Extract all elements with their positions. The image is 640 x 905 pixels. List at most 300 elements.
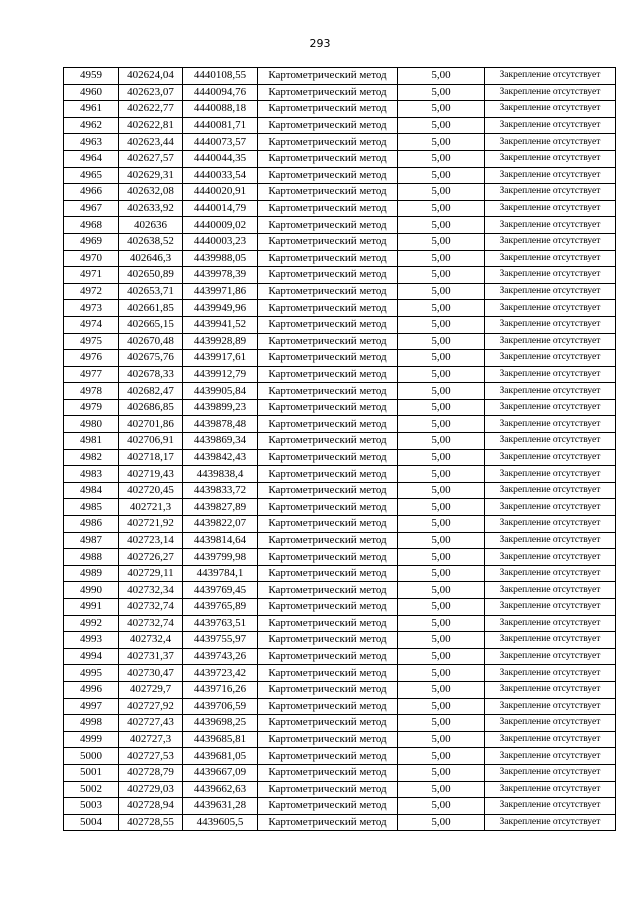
method-cell: Картометрический метод bbox=[258, 599, 398, 616]
method-cell: Картометрический метод bbox=[258, 698, 398, 715]
table-row bbox=[64, 599, 616, 616]
x-coordinate-cell: 402727,53 bbox=[119, 748, 183, 765]
accuracy-cell: 5,00 bbox=[398, 167, 485, 184]
method-cell: Картометрический метод bbox=[258, 267, 398, 284]
x-coordinate-cell: 402732,34 bbox=[119, 582, 183, 599]
x-coordinate-cell: 402729,11 bbox=[119, 565, 183, 582]
point-number-cell: 4997 bbox=[64, 698, 119, 715]
x-coordinate-cell: 402678,33 bbox=[119, 366, 183, 383]
y-coordinate-cell: 4439878,48 bbox=[183, 416, 258, 433]
fixation-status-cell: Закрепление отсутствует bbox=[485, 731, 616, 748]
method-cell: Картометрический метод bbox=[258, 68, 398, 85]
point-number-cell: 4985 bbox=[64, 499, 119, 516]
method-cell: Картометрический метод bbox=[258, 532, 398, 549]
accuracy-cell: 5,00 bbox=[398, 466, 485, 483]
table-row bbox=[64, 582, 616, 599]
method-cell: Картометрический метод bbox=[258, 316, 398, 333]
x-coordinate-cell: 402728,55 bbox=[119, 814, 183, 831]
table-row bbox=[64, 366, 616, 383]
fixation-status-cell: Закрепление отсутствует bbox=[485, 698, 616, 715]
table-row bbox=[64, 681, 616, 698]
y-coordinate-cell: 4439784,1 bbox=[183, 565, 258, 582]
table-row bbox=[64, 764, 616, 781]
x-coordinate-cell: 402633,92 bbox=[119, 200, 183, 217]
method-cell: Картометрический метод bbox=[258, 150, 398, 167]
x-coordinate-cell: 402623,44 bbox=[119, 134, 183, 151]
point-number-cell: 4981 bbox=[64, 433, 119, 450]
accuracy-cell: 5,00 bbox=[398, 764, 485, 781]
fixation-status-cell: Закрепление отсутствует bbox=[485, 449, 616, 466]
accuracy-cell: 5,00 bbox=[398, 283, 485, 300]
table-row bbox=[64, 117, 616, 134]
accuracy-cell: 5,00 bbox=[398, 316, 485, 333]
y-coordinate-cell: 4439971,86 bbox=[183, 283, 258, 300]
table-row bbox=[64, 283, 616, 300]
point-number-cell: 5001 bbox=[64, 764, 119, 781]
accuracy-cell: 5,00 bbox=[398, 267, 485, 284]
method-cell: Картометрический метод bbox=[258, 134, 398, 151]
x-coordinate-cell: 402729,03 bbox=[119, 781, 183, 798]
accuracy-cell: 5,00 bbox=[398, 648, 485, 665]
accuracy-cell: 5,00 bbox=[398, 449, 485, 466]
fixation-status-cell: Закрепление отсутствует bbox=[485, 68, 616, 85]
fixation-status-cell: Закрепление отсутствует bbox=[485, 632, 616, 649]
fixation-status-cell: Закрепление отсутствует bbox=[485, 300, 616, 317]
table-row bbox=[64, 167, 616, 184]
accuracy-cell: 5,00 bbox=[398, 68, 485, 85]
x-coordinate-cell: 402732,4 bbox=[119, 632, 183, 649]
accuracy-cell: 5,00 bbox=[398, 333, 485, 350]
table-row bbox=[64, 798, 616, 815]
y-coordinate-cell: 4440108,55 bbox=[183, 68, 258, 85]
x-coordinate-cell: 402675,76 bbox=[119, 350, 183, 367]
accuracy-cell: 5,00 bbox=[398, 715, 485, 732]
method-cell: Картометрический метод bbox=[258, 200, 398, 217]
y-coordinate-cell: 4439763,51 bbox=[183, 615, 258, 632]
table-row bbox=[64, 648, 616, 665]
point-number-cell: 4992 bbox=[64, 615, 119, 632]
point-number-cell: 4986 bbox=[64, 516, 119, 533]
method-cell: Картометрический метод bbox=[258, 449, 398, 466]
method-cell: Картометрический метод bbox=[258, 167, 398, 184]
point-number-cell: 4991 bbox=[64, 599, 119, 616]
fixation-status-cell: Закрепление отсутствует bbox=[485, 516, 616, 533]
table-row bbox=[64, 217, 616, 234]
x-coordinate-cell: 402622,77 bbox=[119, 101, 183, 118]
table-row bbox=[64, 233, 616, 250]
point-number-cell: 4964 bbox=[64, 150, 119, 167]
table-row bbox=[64, 516, 616, 533]
table-row bbox=[64, 84, 616, 101]
method-cell: Картометрический метод bbox=[258, 250, 398, 267]
accuracy-cell: 5,00 bbox=[398, 499, 485, 516]
fixation-status-cell: Закрепление отсутствует bbox=[485, 615, 616, 632]
fixation-status-cell: Закрепление отсутствует bbox=[485, 748, 616, 765]
table-row bbox=[64, 781, 616, 798]
point-number-cell: 4982 bbox=[64, 449, 119, 466]
x-coordinate-cell: 402682,47 bbox=[119, 383, 183, 400]
accuracy-cell: 5,00 bbox=[398, 134, 485, 151]
x-coordinate-cell: 402729,7 bbox=[119, 681, 183, 698]
accuracy-cell: 5,00 bbox=[398, 300, 485, 317]
fixation-status-cell: Закрепление отсутствует bbox=[485, 781, 616, 798]
point-number-cell: 4998 bbox=[64, 715, 119, 732]
y-coordinate-cell: 4439833,72 bbox=[183, 482, 258, 499]
fixation-status-cell: Закрепление отсутствует bbox=[485, 333, 616, 350]
table-row bbox=[64, 101, 616, 118]
point-number-cell: 4979 bbox=[64, 399, 119, 416]
y-coordinate-cell: 4440081,71 bbox=[183, 117, 258, 134]
accuracy-cell: 5,00 bbox=[398, 350, 485, 367]
fixation-status-cell: Закрепление отсутствует bbox=[485, 715, 616, 732]
point-number-cell: 4969 bbox=[64, 233, 119, 250]
x-coordinate-cell: 402623,07 bbox=[119, 84, 183, 101]
accuracy-cell: 5,00 bbox=[398, 84, 485, 101]
fixation-status-cell: Закрепление отсутствует bbox=[485, 200, 616, 217]
point-number-cell: 4989 bbox=[64, 565, 119, 582]
method-cell: Картометрический метод bbox=[258, 233, 398, 250]
y-coordinate-cell: 4439605,5 bbox=[183, 814, 258, 831]
y-coordinate-cell: 4440009,02 bbox=[183, 217, 258, 234]
x-coordinate-cell: 402730,47 bbox=[119, 665, 183, 682]
x-coordinate-cell: 402732,74 bbox=[119, 615, 183, 632]
x-coordinate-cell: 402732,74 bbox=[119, 599, 183, 616]
point-number-cell: 4983 bbox=[64, 466, 119, 483]
point-number-cell: 4999 bbox=[64, 731, 119, 748]
fixation-status-cell: Закрепление отсутствует bbox=[485, 350, 616, 367]
y-coordinate-cell: 4439905,84 bbox=[183, 383, 258, 400]
fixation-status-cell: Закрепление отсутствует bbox=[485, 134, 616, 151]
table-row bbox=[64, 698, 616, 715]
accuracy-cell: 5,00 bbox=[398, 582, 485, 599]
x-coordinate-cell: 402728,79 bbox=[119, 764, 183, 781]
method-cell: Картометрический метод bbox=[258, 549, 398, 566]
x-coordinate-cell: 402720,45 bbox=[119, 482, 183, 499]
fixation-status-cell: Закрепление отсутствует bbox=[485, 814, 616, 831]
x-coordinate-cell: 402661,85 bbox=[119, 300, 183, 317]
fixation-status-cell: Закрепление отсутствует bbox=[485, 184, 616, 201]
method-cell: Картометрический метод bbox=[258, 565, 398, 582]
y-coordinate-cell: 4440003,23 bbox=[183, 233, 258, 250]
point-number-cell: 4960 bbox=[64, 84, 119, 101]
y-coordinate-cell: 4439743,26 bbox=[183, 648, 258, 665]
y-coordinate-cell: 4439667,09 bbox=[183, 764, 258, 781]
x-coordinate-cell: 402686,85 bbox=[119, 399, 183, 416]
accuracy-cell: 5,00 bbox=[398, 217, 485, 234]
accuracy-cell: 5,00 bbox=[398, 532, 485, 549]
point-number-cell: 4975 bbox=[64, 333, 119, 350]
x-coordinate-cell: 402728,94 bbox=[119, 798, 183, 815]
y-coordinate-cell: 4439716,26 bbox=[183, 681, 258, 698]
method-cell: Картометрический метод bbox=[258, 117, 398, 134]
y-coordinate-cell: 4439899,23 bbox=[183, 399, 258, 416]
y-coordinate-cell: 4439814,64 bbox=[183, 532, 258, 549]
y-coordinate-cell: 4439838,4 bbox=[183, 466, 258, 483]
point-number-cell: 4970 bbox=[64, 250, 119, 267]
point-number-cell: 4988 bbox=[64, 549, 119, 566]
y-coordinate-cell: 4439631,28 bbox=[183, 798, 258, 815]
y-coordinate-cell: 4439769,45 bbox=[183, 582, 258, 599]
fixation-status-cell: Закрепление отсутствует bbox=[485, 167, 616, 184]
method-cell: Картометрический метод bbox=[258, 482, 398, 499]
method-cell: Картометрический метод bbox=[258, 300, 398, 317]
table-row bbox=[64, 350, 616, 367]
y-coordinate-cell: 4439917,61 bbox=[183, 350, 258, 367]
table-row bbox=[64, 482, 616, 499]
fixation-status-cell: Закрепление отсутствует bbox=[485, 233, 616, 250]
table-body bbox=[64, 68, 616, 831]
method-cell: Картометрический метод bbox=[258, 217, 398, 234]
y-coordinate-cell: 4439941,52 bbox=[183, 316, 258, 333]
method-cell: Картометрический метод bbox=[258, 101, 398, 118]
y-coordinate-cell: 4439949,96 bbox=[183, 300, 258, 317]
point-number-cell: 4976 bbox=[64, 350, 119, 367]
accuracy-cell: 5,00 bbox=[398, 250, 485, 267]
x-coordinate-cell: 402624,04 bbox=[119, 68, 183, 85]
table-row bbox=[64, 250, 616, 267]
point-number-cell: 4974 bbox=[64, 316, 119, 333]
accuracy-cell: 5,00 bbox=[398, 433, 485, 450]
fixation-status-cell: Закрепление отсутствует bbox=[485, 399, 616, 416]
table-row bbox=[64, 399, 616, 416]
fixation-status-cell: Закрепление отсутствует bbox=[485, 665, 616, 682]
x-coordinate-cell: 402723,14 bbox=[119, 532, 183, 549]
point-number-cell: 4978 bbox=[64, 383, 119, 400]
point-number-cell: 4980 bbox=[64, 416, 119, 433]
y-coordinate-cell: 4439822,07 bbox=[183, 516, 258, 533]
fixation-status-cell: Закрепление отсутствует bbox=[485, 466, 616, 483]
accuracy-cell: 5,00 bbox=[398, 615, 485, 632]
table-row bbox=[64, 150, 616, 167]
table-row bbox=[64, 532, 616, 549]
method-cell: Картометрический метод bbox=[258, 781, 398, 798]
y-coordinate-cell: 4439685,81 bbox=[183, 731, 258, 748]
x-coordinate-cell: 402670,48 bbox=[119, 333, 183, 350]
point-number-cell: 4977 bbox=[64, 366, 119, 383]
accuracy-cell: 5,00 bbox=[398, 681, 485, 698]
x-coordinate-cell: 402727,3 bbox=[119, 731, 183, 748]
table-row bbox=[64, 184, 616, 201]
method-cell: Картометрический метод bbox=[258, 184, 398, 201]
fixation-status-cell: Закрепление отсутствует bbox=[485, 565, 616, 582]
method-cell: Картометрический метод bbox=[258, 798, 398, 815]
fixation-status-cell: Закрепление отсутствует bbox=[485, 499, 616, 516]
method-cell: Картометрический метод bbox=[258, 383, 398, 400]
y-coordinate-cell: 4439681,05 bbox=[183, 748, 258, 765]
fixation-status-cell: Закрепление отсутствует bbox=[485, 532, 616, 549]
accuracy-cell: 5,00 bbox=[398, 416, 485, 433]
method-cell: Картометрический метод bbox=[258, 366, 398, 383]
y-coordinate-cell: 4440073,57 bbox=[183, 134, 258, 151]
point-number-cell: 4963 bbox=[64, 134, 119, 151]
x-coordinate-cell: 402653,71 bbox=[119, 283, 183, 300]
method-cell: Картометрический метод bbox=[258, 715, 398, 732]
table-row bbox=[64, 449, 616, 466]
point-number-cell: 4959 bbox=[64, 68, 119, 85]
table-row bbox=[64, 466, 616, 483]
fixation-status-cell: Закрепление отсутствует bbox=[485, 217, 616, 234]
table-row bbox=[64, 731, 616, 748]
point-number-cell: 4993 bbox=[64, 632, 119, 649]
fixation-status-cell: Закрепление отсутствует bbox=[485, 150, 616, 167]
x-coordinate-cell: 402629,31 bbox=[119, 167, 183, 184]
method-cell: Картометрический метод bbox=[258, 283, 398, 300]
fixation-status-cell: Закрепление отсутствует bbox=[485, 316, 616, 333]
method-cell: Картометрический метод bbox=[258, 84, 398, 101]
point-number-cell: 4968 bbox=[64, 217, 119, 234]
accuracy-cell: 5,00 bbox=[398, 516, 485, 533]
point-number-cell: 4996 bbox=[64, 681, 119, 698]
fixation-status-cell: Закрепление отсутствует bbox=[485, 250, 616, 267]
method-cell: Картометрический метод bbox=[258, 681, 398, 698]
method-cell: Картометрический метод bbox=[258, 648, 398, 665]
accuracy-cell: 5,00 bbox=[398, 698, 485, 715]
y-coordinate-cell: 4439842,43 bbox=[183, 449, 258, 466]
y-coordinate-cell: 4439755,97 bbox=[183, 632, 258, 649]
accuracy-cell: 5,00 bbox=[398, 184, 485, 201]
y-coordinate-cell: 4439723,42 bbox=[183, 665, 258, 682]
method-cell: Картометрический метод bbox=[258, 615, 398, 632]
point-number-cell: 4967 bbox=[64, 200, 119, 217]
page-number: 293 bbox=[309, 37, 331, 50]
method-cell: Картометрический метод bbox=[258, 433, 398, 450]
y-coordinate-cell: 4439706,59 bbox=[183, 698, 258, 715]
fixation-status-cell: Закрепление отсутствует bbox=[485, 798, 616, 815]
table-row bbox=[64, 814, 616, 831]
table-row bbox=[64, 715, 616, 732]
fixation-status-cell: Закрепление отсутствует bbox=[485, 764, 616, 781]
accuracy-cell: 5,00 bbox=[398, 565, 485, 582]
x-coordinate-cell: 402632,08 bbox=[119, 184, 183, 201]
fixation-status-cell: Закрепление отсутствует bbox=[485, 84, 616, 101]
fixation-status-cell: Закрепление отсутствует bbox=[485, 599, 616, 616]
accuracy-cell: 5,00 bbox=[398, 748, 485, 765]
table-row bbox=[64, 565, 616, 582]
y-coordinate-cell: 4439869,34 bbox=[183, 433, 258, 450]
fixation-status-cell: Закрепление отсутствует bbox=[485, 117, 616, 134]
point-number-cell: 5003 bbox=[64, 798, 119, 815]
method-cell: Картометрический метод bbox=[258, 399, 398, 416]
table-row bbox=[64, 549, 616, 566]
x-coordinate-cell: 402701,86 bbox=[119, 416, 183, 433]
method-cell: Картометрический метод bbox=[258, 748, 398, 765]
point-number-cell: 4973 bbox=[64, 300, 119, 317]
point-number-cell: 5004 bbox=[64, 814, 119, 831]
accuracy-cell: 5,00 bbox=[398, 549, 485, 566]
method-cell: Картометрический метод bbox=[258, 731, 398, 748]
fixation-status-cell: Закрепление отсутствует bbox=[485, 549, 616, 566]
method-cell: Картометрический метод bbox=[258, 516, 398, 533]
method-cell: Картометрический метод bbox=[258, 466, 398, 483]
y-coordinate-cell: 4439988,05 bbox=[183, 250, 258, 267]
point-number-cell: 4990 bbox=[64, 582, 119, 599]
x-coordinate-cell: 402719,43 bbox=[119, 466, 183, 483]
fixation-status-cell: Закрепление отсутствует bbox=[485, 433, 616, 450]
x-coordinate-cell: 402718,17 bbox=[119, 449, 183, 466]
y-coordinate-cell: 4440088,18 bbox=[183, 101, 258, 118]
accuracy-cell: 5,00 bbox=[398, 599, 485, 616]
y-coordinate-cell: 4439765,89 bbox=[183, 599, 258, 616]
table-row bbox=[64, 416, 616, 433]
x-coordinate-cell: 402650,89 bbox=[119, 267, 183, 284]
y-coordinate-cell: 4439662,63 bbox=[183, 781, 258, 798]
x-coordinate-cell: 402627,57 bbox=[119, 150, 183, 167]
table-row bbox=[64, 632, 616, 649]
x-coordinate-cell: 402636 bbox=[119, 217, 183, 234]
point-number-cell: 4987 bbox=[64, 532, 119, 549]
method-cell: Картометрический метод bbox=[258, 764, 398, 781]
accuracy-cell: 5,00 bbox=[398, 632, 485, 649]
table-row bbox=[64, 267, 616, 284]
point-number-cell: 4965 bbox=[64, 167, 119, 184]
method-cell: Картометрический метод bbox=[258, 632, 398, 649]
table-row bbox=[64, 499, 616, 516]
table-row bbox=[64, 300, 616, 317]
accuracy-cell: 5,00 bbox=[398, 383, 485, 400]
x-coordinate-cell: 402721,3 bbox=[119, 499, 183, 516]
accuracy-cell: 5,00 bbox=[398, 117, 485, 134]
fixation-status-cell: Закрепление отсутствует bbox=[485, 101, 616, 118]
accuracy-cell: 5,00 bbox=[398, 482, 485, 499]
accuracy-cell: 5,00 bbox=[398, 814, 485, 831]
fixation-status-cell: Закрепление отсутствует bbox=[485, 416, 616, 433]
x-coordinate-cell: 402646,3 bbox=[119, 250, 183, 267]
point-number-cell: 4961 bbox=[64, 101, 119, 118]
x-coordinate-cell: 402706,91 bbox=[119, 433, 183, 450]
y-coordinate-cell: 4440094,76 bbox=[183, 84, 258, 101]
point-number-cell: 4994 bbox=[64, 648, 119, 665]
fixation-status-cell: Закрепление отсутствует bbox=[485, 648, 616, 665]
table-row bbox=[64, 316, 616, 333]
accuracy-cell: 5,00 bbox=[398, 366, 485, 383]
x-coordinate-cell: 402638,52 bbox=[119, 233, 183, 250]
y-coordinate-cell: 4439698,25 bbox=[183, 715, 258, 732]
point-number-cell: 4972 bbox=[64, 283, 119, 300]
accuracy-cell: 5,00 bbox=[398, 150, 485, 167]
x-coordinate-cell: 402731,37 bbox=[119, 648, 183, 665]
fixation-status-cell: Закрепление отсутствует bbox=[485, 582, 616, 599]
accuracy-cell: 5,00 bbox=[398, 101, 485, 118]
x-coordinate-cell: 402665,15 bbox=[119, 316, 183, 333]
fixation-status-cell: Закрепление отсутствует bbox=[485, 482, 616, 499]
table-row bbox=[64, 665, 616, 682]
method-cell: Картометрический метод bbox=[258, 814, 398, 831]
accuracy-cell: 5,00 bbox=[398, 731, 485, 748]
y-coordinate-cell: 4439978,39 bbox=[183, 267, 258, 284]
accuracy-cell: 5,00 bbox=[398, 399, 485, 416]
y-coordinate-cell: 4439827,89 bbox=[183, 499, 258, 516]
y-coordinate-cell: 4440020,91 bbox=[183, 184, 258, 201]
y-coordinate-cell: 4439928,89 bbox=[183, 333, 258, 350]
table-row bbox=[64, 68, 616, 85]
y-coordinate-cell: 4440033,54 bbox=[183, 167, 258, 184]
table-row bbox=[64, 200, 616, 217]
accuracy-cell: 5,00 bbox=[398, 781, 485, 798]
point-number-cell: 4984 bbox=[64, 482, 119, 499]
table-row bbox=[64, 615, 616, 632]
fixation-status-cell: Закрепление отсутствует bbox=[485, 267, 616, 284]
method-cell: Картометрический метод bbox=[258, 582, 398, 599]
x-coordinate-cell: 402727,92 bbox=[119, 698, 183, 715]
accuracy-cell: 5,00 bbox=[398, 233, 485, 250]
x-coordinate-cell: 402622,81 bbox=[119, 117, 183, 134]
method-cell: Картометрический метод bbox=[258, 416, 398, 433]
accuracy-cell: 5,00 bbox=[398, 798, 485, 815]
fixation-status-cell: Закрепление отсутствует bbox=[485, 681, 616, 698]
x-coordinate-cell: 402727,43 bbox=[119, 715, 183, 732]
accuracy-cell: 5,00 bbox=[398, 200, 485, 217]
point-number-cell: 4971 bbox=[64, 267, 119, 284]
